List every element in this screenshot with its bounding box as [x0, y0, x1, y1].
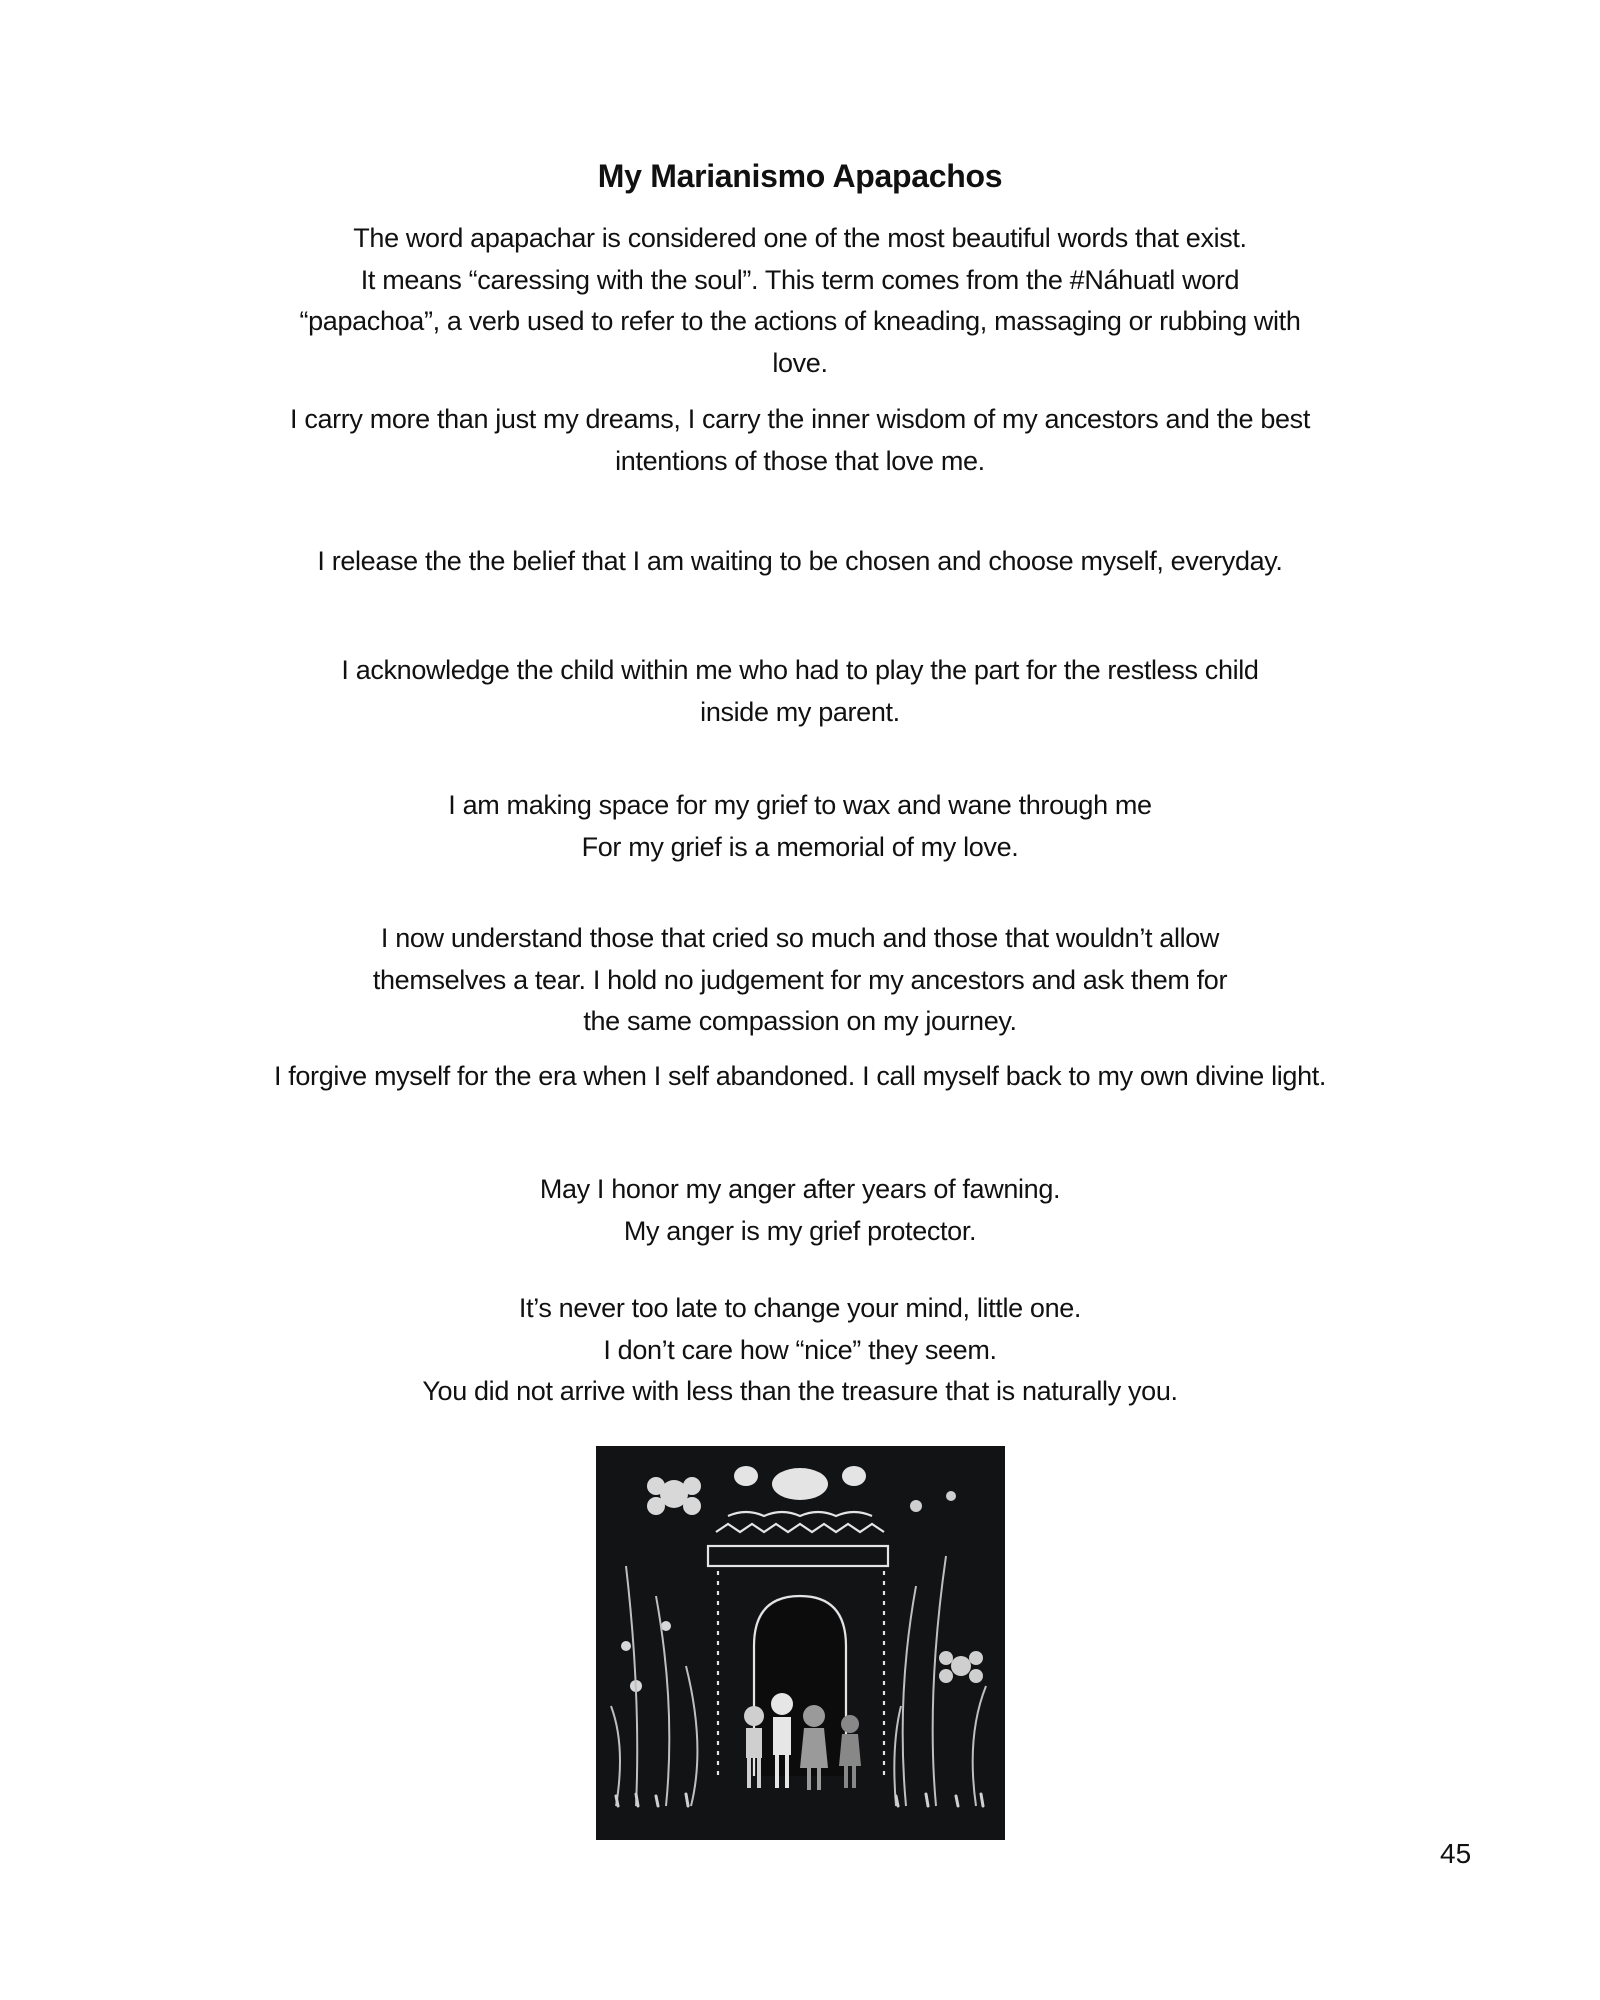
stanza-inner-child	[0, 650, 1600, 733]
text-line: For my grief is a memorial of my love.	[581, 831, 1019, 862]
stanza-apapachar-definition	[0, 218, 1600, 384]
turtle-figure	[772, 1468, 828, 1500]
text-line: I acknowledge the child within me who had to play the part for the restless child	[341, 655, 1259, 685]
arch-zigzag-band	[716, 1524, 884, 1532]
text-line: themselves a tear. I hold no judgement for my ancestors and ask them for	[372, 964, 1228, 995]
text-line: I now understand those that cried so much and those that wouldn’t allow	[380, 923, 1220, 953]
stanza-compassion	[0, 918, 1600, 1043]
archway-children-illustration	[596, 1446, 1005, 1840]
stanza-ancestors-wisdom	[0, 399, 1600, 482]
child-3	[800, 1705, 828, 1790]
text-line: It means “caressing with the soul”. This term comes from the #Náhuatl word	[360, 264, 1240, 295]
text-line: May I honor my anger after years of fawning.	[539, 1174, 1061, 1204]
text-line: You did not arrive with less than the treasure that is naturally you.	[422, 1376, 1178, 1406]
text-line: I release the the belief that I am waiting to be chosen and choose myself, everyday.	[317, 546, 1283, 576]
ground-grass	[616, 1794, 983, 1806]
text-line: “papachoa”, a verb used to refer to the actions of kneading, massaging or rubbing with	[299, 306, 1301, 336]
text-line: I forgive myself for the era when I self abandoned. I call myself back to my own divine light.	[273, 1061, 1327, 1091]
page-number: 45	[1440, 1838, 1472, 1869]
stanza-anger	[0, 1169, 1600, 1252]
arch-lintel-band	[708, 1546, 888, 1566]
text-line: My anger is my grief protector.	[623, 1215, 977, 1246]
folk-art-illustration	[596, 1446, 1005, 1840]
arch-wave-band	[728, 1512, 872, 1516]
text-line: the same compassion on my journey.	[583, 1006, 1017, 1036]
stanza-little-one	[0, 1288, 1600, 1413]
text-line: I carry more than just my dreams, I carry the inner wisdom of my ancestors and the best	[290, 404, 1310, 434]
text-line: love.	[772, 347, 828, 378]
child-4	[839, 1715, 861, 1788]
text-line: The word apapachar is considered one of the most beautiful words that exist.	[353, 223, 1247, 253]
plants-left	[611, 1566, 697, 1806]
stanza-grief	[0, 785, 1600, 868]
elephant-right	[842, 1466, 866, 1486]
elephant-left	[734, 1466, 758, 1486]
text-line: I am making space for my grief to wax and wane through me	[448, 790, 1152, 820]
text-line: It’s never too late to change your mind, little one.	[518, 1293, 1082, 1323]
stanza-forgive-myself	[0, 1056, 1600, 1098]
text-line: intentions of those that love me.	[615, 445, 985, 476]
flowers-left	[621, 1477, 701, 1692]
text-line: inside my parent.	[700, 696, 900, 727]
text-line: I don’t care how “nice” they seem.	[603, 1334, 997, 1365]
flowers-right	[910, 1491, 983, 1683]
stanza-choose-myself	[0, 541, 1600, 583]
page-title: My Marianismo Apapachos	[597, 158, 1003, 194]
